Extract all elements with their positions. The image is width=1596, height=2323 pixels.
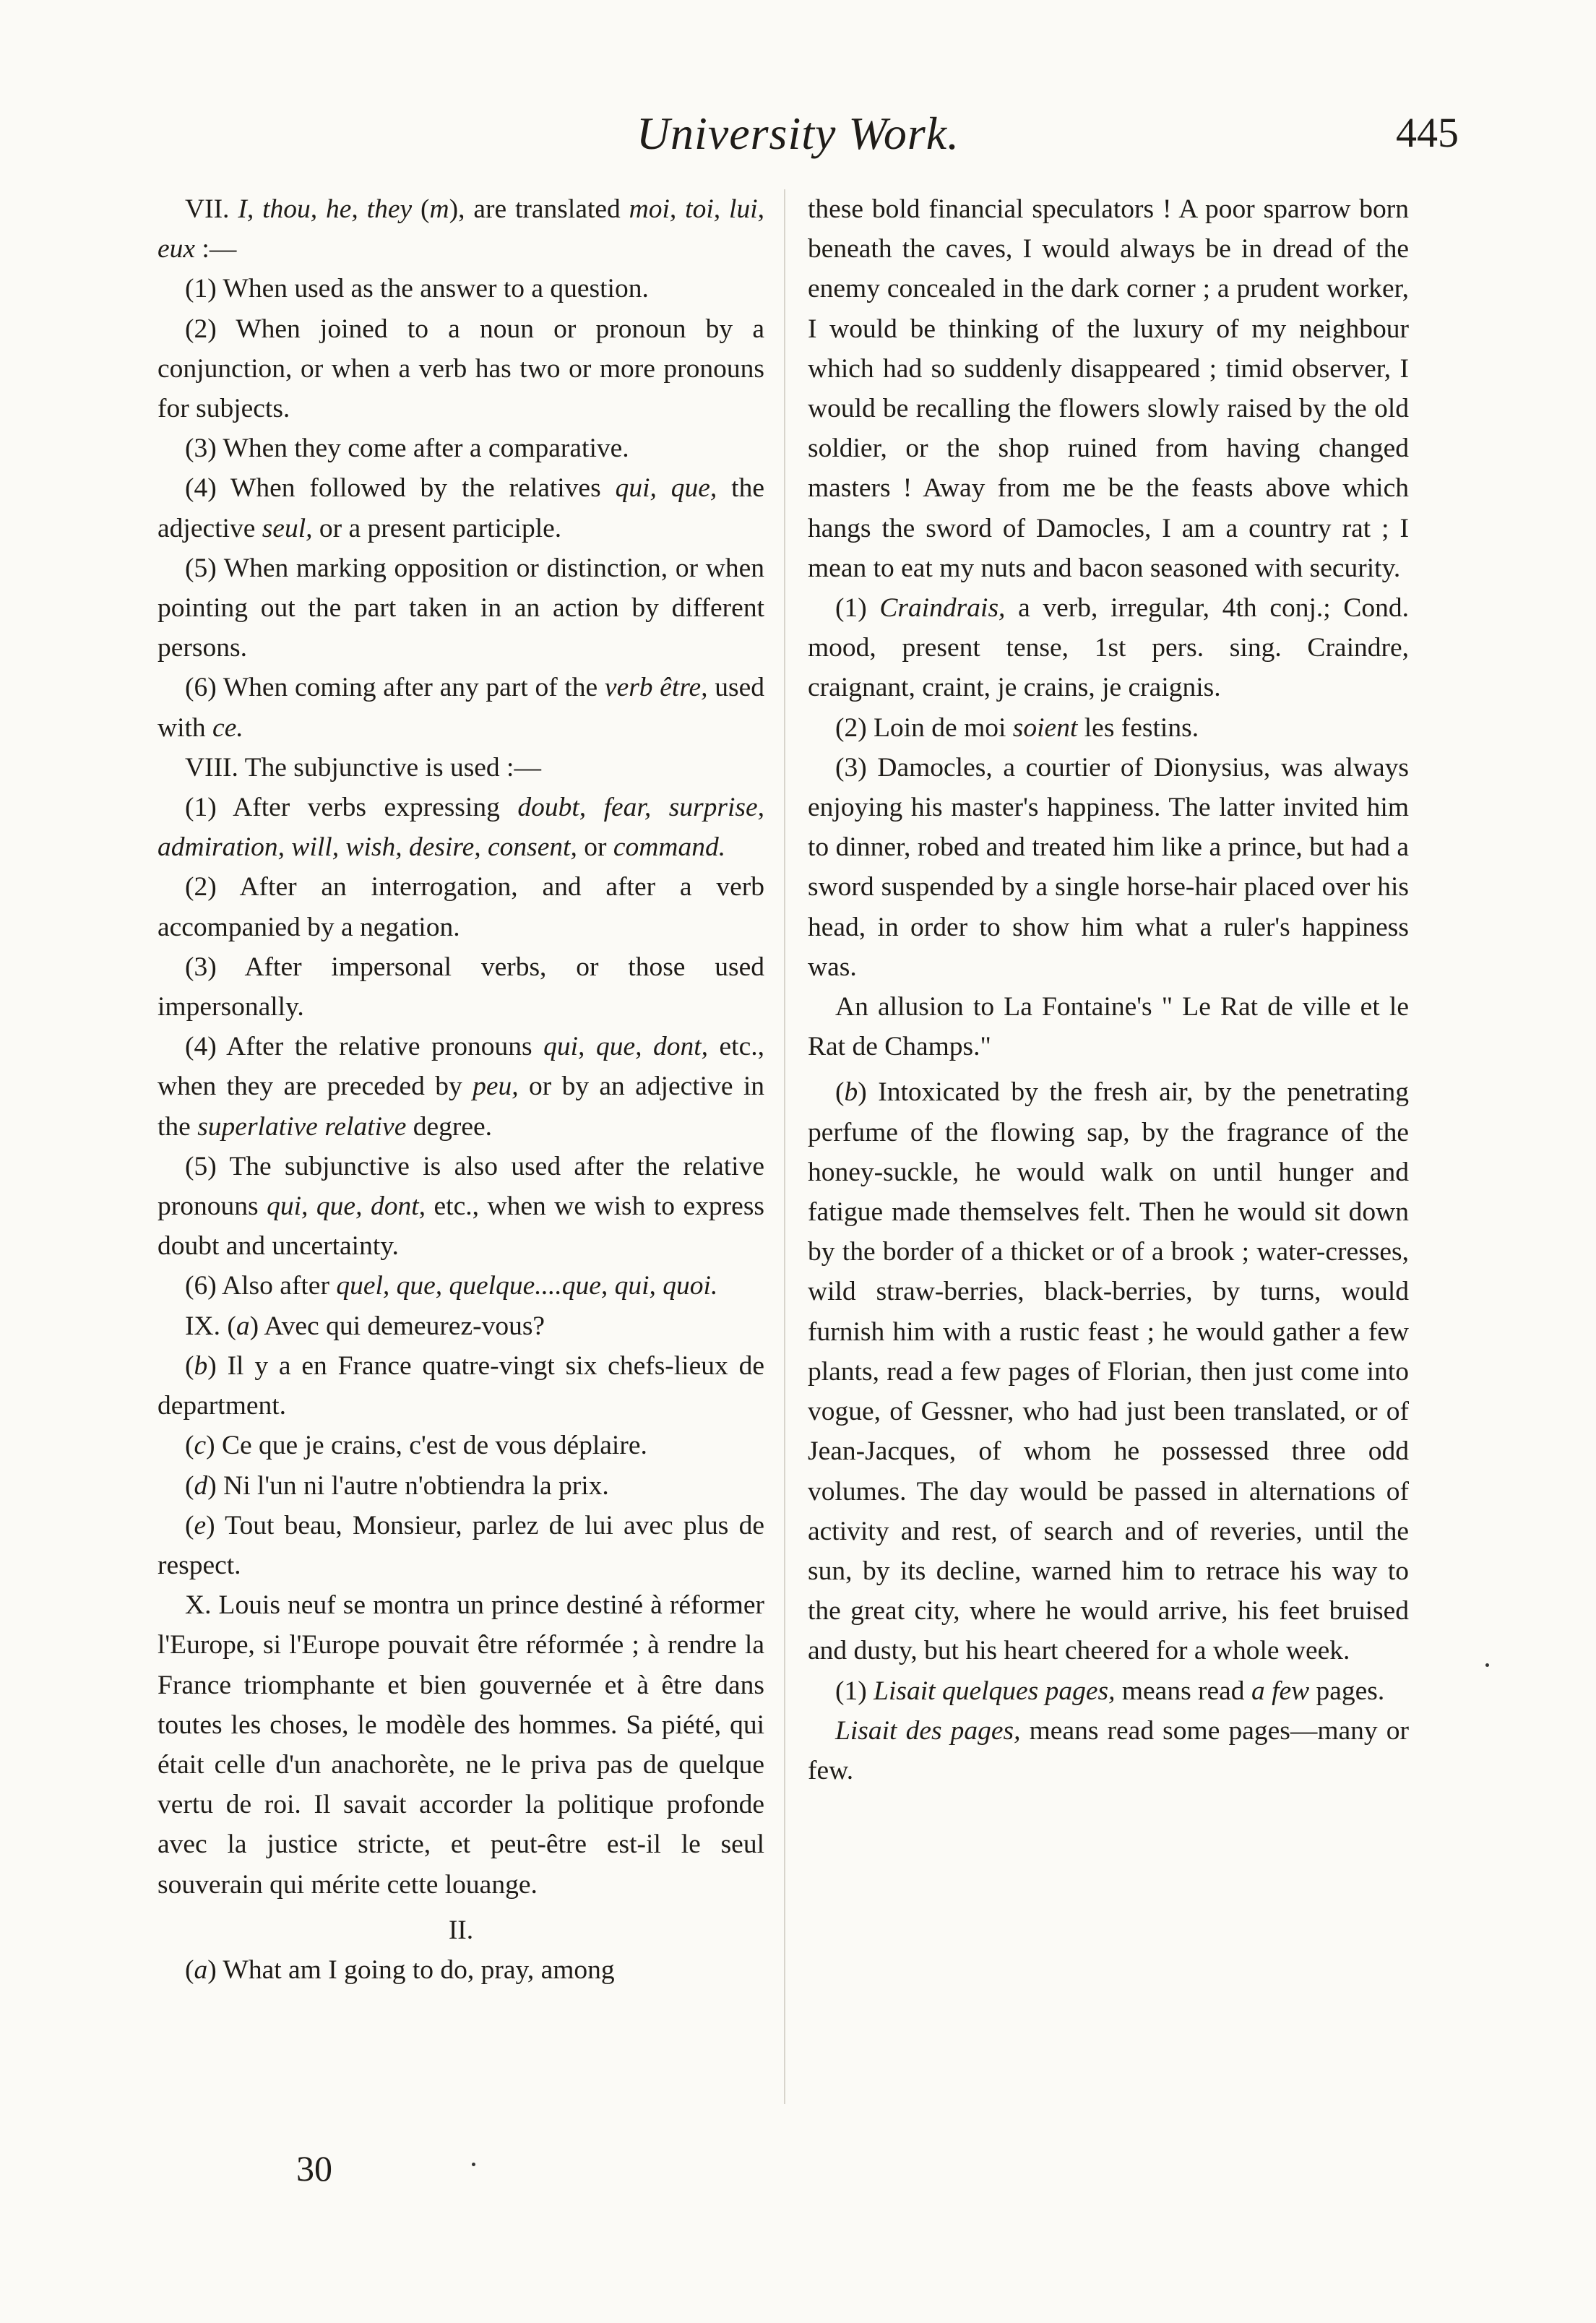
paragraph: (e) Tout beau, Monsieur, parlez de lui avec plus de respect. xyxy=(158,1510,764,1580)
paragraph: (b) Il y a en France quatre-vingt six chefs-lieux de department. xyxy=(158,1350,764,1421)
paragraph: (4) When followed by the relatives qui, que, the adjective seul, or a present participle. xyxy=(158,473,764,543)
paragraph: (1) When used as the answer to a question. xyxy=(185,274,649,304)
section-viii-heading: VIII. The subjunctive is used :— xyxy=(185,752,541,783)
paragraph: An allusion to La Fontaine's " Le Rat de ville et le Rat de Champs." xyxy=(808,992,1409,1062)
paragraph: (a) What am I going to do, pray, among xyxy=(185,1954,615,1985)
paragraph: (d) Ni l'un ni l'autre n'obtiendra la prix. xyxy=(185,1470,609,1501)
paragraph: Lisait des pages, means read some pages—many or few. xyxy=(808,1715,1409,1785)
paragraph: (4) After the relative pronouns qui, que, dont, etc., when they are preceded by peu, or by an adjective in the superlative relative degree. xyxy=(158,1032,764,1142)
paragraph: (5) When marking opposition or distinction, or when pointing out the part taken in an action by different persons. xyxy=(158,553,764,663)
paragraph: (c) Ce que je crains, c'est de vous déplaire. xyxy=(185,1431,647,1461)
ink-speck xyxy=(1485,1663,1489,1667)
running-header-title: University Work. xyxy=(636,108,960,159)
paragraph: (6) Also after quel, que, quelque....que, qui, quoi. xyxy=(185,1271,718,1301)
paragraph: (b) Intoxicated by the fresh air, by the penetrating perfume of the flowing sap, by the fragrance of the honey-suckle, he would walk on until hunger and fatigue made themselves felt. Then he would sit down by the border of a thicket or of a brook ; water-cresses, wild straw-berries, black-berries, by turns, would furnish him with a rustic feast ; he would gather a few plants, read a few pages of Florian, then just come into vogue, of Gessner, who had just been translated, or of Jean-Jacques, of whom he possessed three odd volumes. The day would be passed in alternations of activity and rest, of search and of reveries, until the sun, by its decline, warned him to retrace his way to the great city, where he would arrive, his feet bruised and dusty, but his heart cheered for a whole week. xyxy=(808,1077,1409,1666)
paragraph: these bold financial speculators ! A poor sparrow born beneath the caves, I would always be in dread of the enemy concealed in the dark corner ; a prudent worker, I would be thinking of the luxury of my neighbour which had so suddenly disappeared ; timid observer, I would be recalling the flowers slowly raised by the old soldier, or the shop ruined from having changed masters ! Away from me be the feasts above which hangs the sword of Damocles, I am a country rat ; I mean to eat my nuts and bacon seasoned with security. xyxy=(808,194,1409,583)
section-vii-heading: VII. I, thou, he, they (m), are translated moi, toi, lui, eux :— xyxy=(158,194,764,264)
right-column xyxy=(808,189,1409,1790)
left-column xyxy=(158,189,764,1990)
paragraph: (2) After an interrogation, and after a verb accompanied by a negation. xyxy=(158,872,764,942)
paragraph: (5) The subjunctive is also used after the relative pronouns qui, que, dont, etc., when we wish to express doubt and uncertainty. xyxy=(158,1151,765,1262)
section-ii-heading: II. xyxy=(448,1915,474,1945)
signature-mark: 30 xyxy=(296,2148,332,2189)
paragraph: (3) After impersonal verbs, or those used impersonally. xyxy=(158,952,764,1022)
paragraph: (1) After verbs expressing doubt, fear, surprise, admiration, will, wish, desire, consent, or command. xyxy=(158,793,765,863)
paragraph: (1) Craindrais, a verb, irregular, 4th conj.; Cond. mood, present tense, 1st pers. sing. Craindre, craignant, craint, je crains, je craignis. xyxy=(808,593,1409,703)
paragraph: (6) When coming after any part of the verb être, used with ce. xyxy=(158,673,764,743)
paragraph: (3) Damocles, a courtier of Dionysius, was always enjoying his master's happiness. The latter invited him to dinner, robed and treated him like a prince, but had a sword suspended by a single horse-hair placed over his head, in order to show him what a ruler's happiness was. xyxy=(808,752,1409,982)
column-gutter xyxy=(784,189,785,2104)
page-number: 445 xyxy=(1396,109,1459,156)
paragraph: (1) Lisait quelques pages, means read a few pages. xyxy=(835,1676,1385,1706)
section-x-paragraph: X. Louis neuf se montra un prince destiné à réformer l'Europe, si l'Europe pouvait être réformée ; à rendre la France triomphante et bien gouvernée et à être dans toutes les choses, le modèle des hommes. Sa piété, qui était celle d'un anachorète, ne le priva pas de quelque vertu de roi. Il savait accorder la politique profonde avec la justice stricte, et peut-être est-il le seul souverain qui mérite cette louange. xyxy=(158,1590,764,1900)
paragraph: (3) When they come after a comparative. xyxy=(185,434,629,464)
paragraph: (2) Loin de moi soient les festins. xyxy=(835,712,1199,743)
paragraph: (2) When joined to a noun or pronoun by a conjunction, or when a verb has two or more pronouns for subjects. xyxy=(158,314,764,424)
ink-speck xyxy=(472,2163,475,2166)
section-ix-heading: IX. (a) Avec qui demeurez-vous? xyxy=(185,1311,545,1341)
